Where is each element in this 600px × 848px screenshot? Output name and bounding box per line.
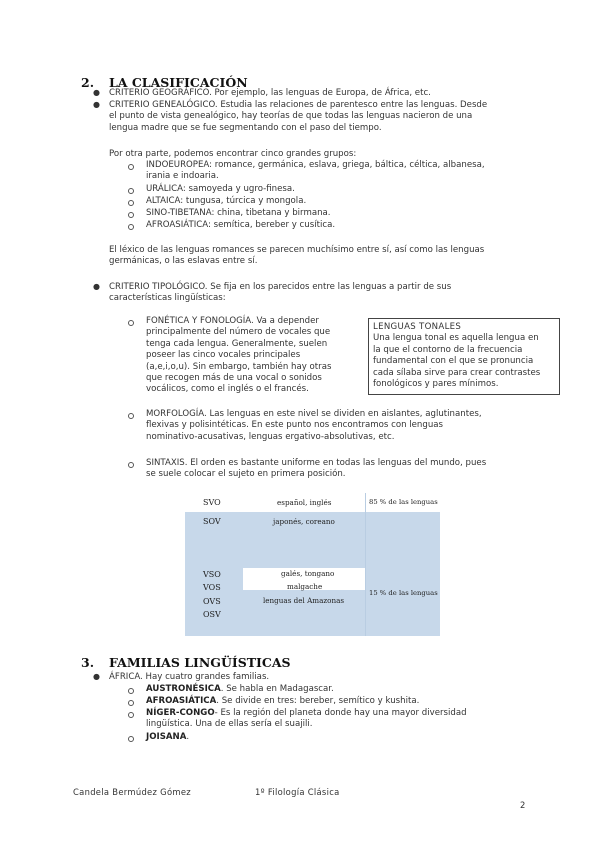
text-line: Una lengua tonal es aquella lengua en: [373, 333, 539, 344]
word-order-table: [185, 493, 440, 636]
family-desc: - Es la región del planeta donde hay una mayor diversidad: [214, 708, 467, 718]
family-desc: .: [186, 732, 190, 742]
table-divider: [365, 493, 366, 636]
text-line: CRITERIO GENEALÓGICO. Estudia las relaciones de parentesco entre las lenguas. Desde: [109, 100, 488, 110]
criterio-geografico: CRITERIO GEOGRÁFICO. Por ejemplo, las lenguas de Europa, de África, etc.: [109, 88, 431, 98]
circle-bullet-icon: [128, 688, 134, 694]
group-indoeuropea: [146, 160, 485, 183]
text-line: principalmente del número de vocales que: [146, 327, 331, 338]
text-line: nominativo-acusativas, lenguas ergativo-absolutivas, etc.: [146, 431, 395, 442]
circle-bullet-icon: [128, 188, 134, 194]
text-line: irania e indoaria.: [146, 171, 219, 182]
morfologia-paragraph: [146, 409, 482, 443]
family-joisana: [146, 732, 189, 743]
example-cell: japonés, coreano: [273, 517, 335, 526]
circle-bullet-icon: [128, 700, 134, 706]
circle-bullet-icon: [128, 212, 134, 218]
circle-bullet-icon: [128, 164, 134, 170]
text-line: flexivas y polisintéticas. En este punto nos encontramos con lenguas: [146, 420, 444, 431]
family-niger-congo: [146, 708, 467, 731]
lenguas-tonales-note: [368, 318, 560, 395]
text-line: vocálicos, como el inglés o el francés.: [146, 384, 309, 395]
section-title: LA CLASIFICACIÓN: [109, 75, 248, 90]
text-line: la que el contorno de la frecuencia: [373, 344, 523, 355]
family-austronesica: [146, 684, 334, 695]
family-name: JOISANA: [146, 732, 187, 742]
text-line: MORFOLOGÍA. Las lenguas en este nivel se dividen en aislantes, aglutinantes,: [146, 409, 482, 419]
family-desc: . Se habla en Madagascar.: [220, 684, 334, 694]
text-line: fonológicos y pares mínimos.: [373, 379, 499, 390]
text-line: el punto de vista genealógico, hay teorías de que todas las lenguas nacieron de una: [109, 111, 473, 122]
page-number: 2: [520, 800, 526, 810]
bullet-icon: ●: [93, 282, 100, 291]
row-label: OSV: [203, 610, 221, 619]
pct-85: 85 % de las lenguas: [369, 498, 438, 506]
bullet-icon: ●: [93, 88, 100, 97]
footer-author: Candela Bermúdez Gómez: [73, 787, 191, 797]
example-cell: galés, tongano: [281, 569, 335, 578]
circle-bullet-icon: [128, 413, 134, 419]
text-line: poseer las cinco vocales principales: [146, 350, 301, 361]
section-number: 3.: [81, 655, 95, 670]
row-label: OVS: [203, 597, 221, 606]
section-title: FAMILIAS LINGÜÍSTICAS: [109, 655, 291, 670]
note-title: LENGUAS TONALES: [373, 322, 462, 332]
group-altaica: ALTAICA: tungusa, túrcica y mongola.: [146, 196, 307, 206]
bullet-icon: ●: [93, 672, 100, 681]
groups-intro: Por otra parte, podemos encontrar cinco grandes grupos:: [109, 149, 357, 159]
circle-bullet-icon: [128, 224, 134, 230]
bullet-icon: ●: [93, 100, 100, 109]
example-cell: español, inglés: [277, 498, 332, 507]
group-uralica: URÁLICA: samoyeda y ugro-finesa.: [146, 184, 295, 194]
criterio-genealogico: [109, 100, 549, 134]
circle-bullet-icon: [128, 320, 134, 326]
text-line: fundamental con el que se pronuncia: [373, 356, 534, 367]
criterio-tipologico: [109, 282, 451, 305]
family-afroasiatica: [146, 696, 419, 707]
text-line: características lingüísticas:: [109, 293, 226, 304]
text-line: El léxico de las lenguas romances se parecen muchísimo entre sí, así como las lenguas: [109, 245, 485, 255]
circle-bullet-icon: [128, 462, 134, 468]
table-bg-right: [365, 493, 440, 636]
text-line: que recogen más de una vocal o sonidos: [146, 373, 322, 384]
footer-course: 1º Filología Clásica: [255, 787, 340, 797]
family-name: AFROASIÁTICA: [146, 696, 217, 706]
example-cell: lenguas del Amazonas: [263, 596, 345, 605]
text-line: lengua madre que se fue segmentando con el paso del tiempo.: [109, 122, 382, 133]
circle-bullet-icon: [128, 200, 134, 206]
text-line: SINTAXIS. El orden es bastante uniforme en todas las lenguas del mundo, pues: [146, 458, 487, 468]
text-line: [146, 708, 467, 719]
text-line: INDOEUROPEA: romance, germánica, eslava, griega, báltica, céltica, albanesa,: [146, 160, 485, 170]
circle-bullet-icon: [128, 712, 134, 718]
text-line: se suele colocar el sujeto en primera posición.: [146, 469, 346, 480]
text-line: tenga cada lengua. Generalmente, suelen: [146, 338, 328, 349]
section-number: 2.: [81, 75, 95, 90]
circle-bullet-icon: [128, 736, 134, 742]
row-label: VSO: [203, 570, 221, 579]
text-line: cada sílaba sirve para crear contrastes: [373, 367, 541, 378]
group-sino-tibetana: SINO-TIBETANA: china, tibetana y birmana.: [146, 208, 331, 218]
family-name: NÍGER-CONGO: [146, 708, 215, 718]
example-cell: malgache: [287, 582, 323, 591]
group-afroasiatica: AFROASIÁTICA: semítica, bereber y cusítica.: [146, 220, 336, 230]
family-desc: . Se divide en tres: bereber, semítico y kushita.: [216, 696, 420, 706]
fonetica-paragraph: [146, 316, 358, 396]
text-line: CRITERIO TIPOLÓGICO. Se fija en los parecidos entre las lenguas a partir de sus: [109, 282, 452, 292]
row-label: SVO: [203, 498, 221, 507]
text-line: FONÉTICA Y FONOLOGÍA. Va a depender: [146, 316, 319, 326]
text-line: (a,e,i,o,u). Sin embargo, también hay otras: [146, 361, 332, 372]
lexico-paragraph: [109, 245, 484, 268]
pct-15: 15 % de las lenguas: [369, 589, 438, 597]
africa-line: ÁFRICA. Hay cuatro grandes familias.: [109, 672, 270, 682]
family-name: AUSTRONÉSICA: [146, 684, 221, 694]
row-label: VOS: [203, 583, 221, 592]
text-line: lingüística. Una de ellas sería el suajili.: [146, 719, 313, 730]
row-label: SOV: [203, 517, 221, 526]
sintaxis-paragraph: [146, 458, 486, 481]
text-line: germánicas, o las eslavas entre sí.: [109, 256, 258, 267]
